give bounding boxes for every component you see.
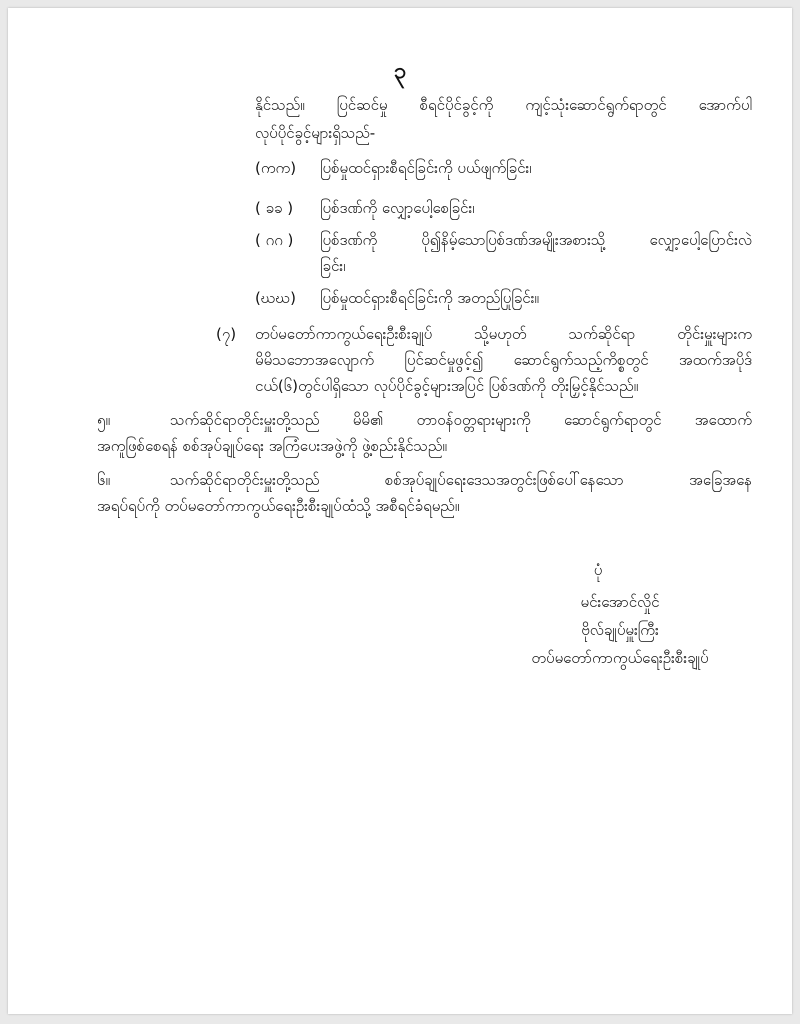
para-6-line-1: သက်ဆိုင်ရာတိုင်းမှူးတို့သည် စစ်အုပ်ချုပ်ရေးဒေသအတွင်းဖြစ်ပေါ်နေသော အခြေအနေ	[170, 471, 752, 489]
para-6-line-2: အရပ်ရပ်ကို တပ်မတော်ကာကွယ်ရေးဦးစီးချုပ်ထံသို့ အစီရင်ခံရမည်။	[97, 497, 460, 515]
signature-signed: ပုံ	[593, 561, 603, 579]
clause-7-line-2: မိမိသဘောအလျောက် ပြင်ဆင်မှုဖွင့်၍ ဆောင်ရွက်သည့်ကိစ္စတွင် အထက်အပိုဒ်	[255, 351, 752, 369]
sub-item-label-kaka: (ကက)	[255, 159, 297, 177]
page-number: ၃	[393, 59, 407, 84]
intro-line-2: လုပ်ပိုင်ခွင့်များရှိသည်-	[255, 124, 376, 142]
clause-7-label: (၇)	[216, 325, 237, 343]
sub-item-label-khakha: ( ခခ )	[255, 199, 294, 217]
clause-7-line-3: ငယ်(၆)တွင်ပါရှိသော လုပ်ပိုင်ခွင့်များအပြင် ပြစ်ဒဏ်ကို တိုးမြှင့်နိုင်သည်။	[255, 377, 639, 395]
sub-item-label-ghagha: (ဃဃ)	[255, 289, 296, 307]
para-6-number: ၆။	[97, 471, 110, 489]
sub-item-text-ghagha: ပြစ်မှုထင်ရှားစီရင်ခြင်းကို အတည်ပြုခြင်း။	[320, 289, 539, 307]
signature-name: မင်းအောင်လှိုင်	[580, 593, 660, 611]
para-5-line-1: သက်ဆိုင်ရာတိုင်းမှူးတို့သည် မိမိ၏ တာဝန်ဝတ္တရားများကို ဆောင်ရွက်ရာတွင် အထောက်	[170, 411, 752, 429]
signature-rank: ဗိုလ်ချုပ်မှူးကြီး	[581, 621, 659, 639]
clause-7-line-1: တပ်မတော်ကာကွယ်ရေးဦးစီးချုပ် သို့မဟုတ် သက်ဆိုင်ရာ တိုင်းမှူးများက	[255, 325, 752, 343]
intro-line-1: နိုင်သည်။ ပြင်ဆင်မှု စီရင်ပိုင်ခွင့်ကို ကျင့်သုံးဆောင်ရွက်ရာတွင် အောက်ပါ	[255, 96, 752, 114]
sub-item-text-khakha: ပြစ်ဒဏ်ကို လျှော့ပေါ့စေခြင်း၊	[320, 199, 475, 217]
para-5-number: ၅။	[97, 411, 110, 429]
sub-item-text-gaga-cont: ခြင်း၊	[320, 257, 346, 275]
signature-title: တပ်မတော်ကာကွယ်ရေးဦးစီးချုပ်	[531, 649, 709, 667]
sub-item-label-gaga: ( ဂဂ )	[255, 231, 294, 249]
para-5-line-2: အကူဖြစ်စေရန် စစ်အုပ်ချုပ်ရေး အကြံပေးအဖွဲ့ကို ဖွဲ့စည်းနိုင်သည်။	[97, 437, 447, 455]
sub-item-text-gaga: ပြစ်ဒဏ်ကို ပို၍နိမ့်သောပြစ်ဒဏ်အမျိုးအစားသို့ လျှော့ပေါ့ပြောင်းလဲ	[320, 231, 752, 249]
sub-item-text-kaka: ပြစ်မှုထင်ရှားစီရင်ခြင်းကို ပယ်ဖျက်ခြင်း၊	[320, 159, 532, 177]
